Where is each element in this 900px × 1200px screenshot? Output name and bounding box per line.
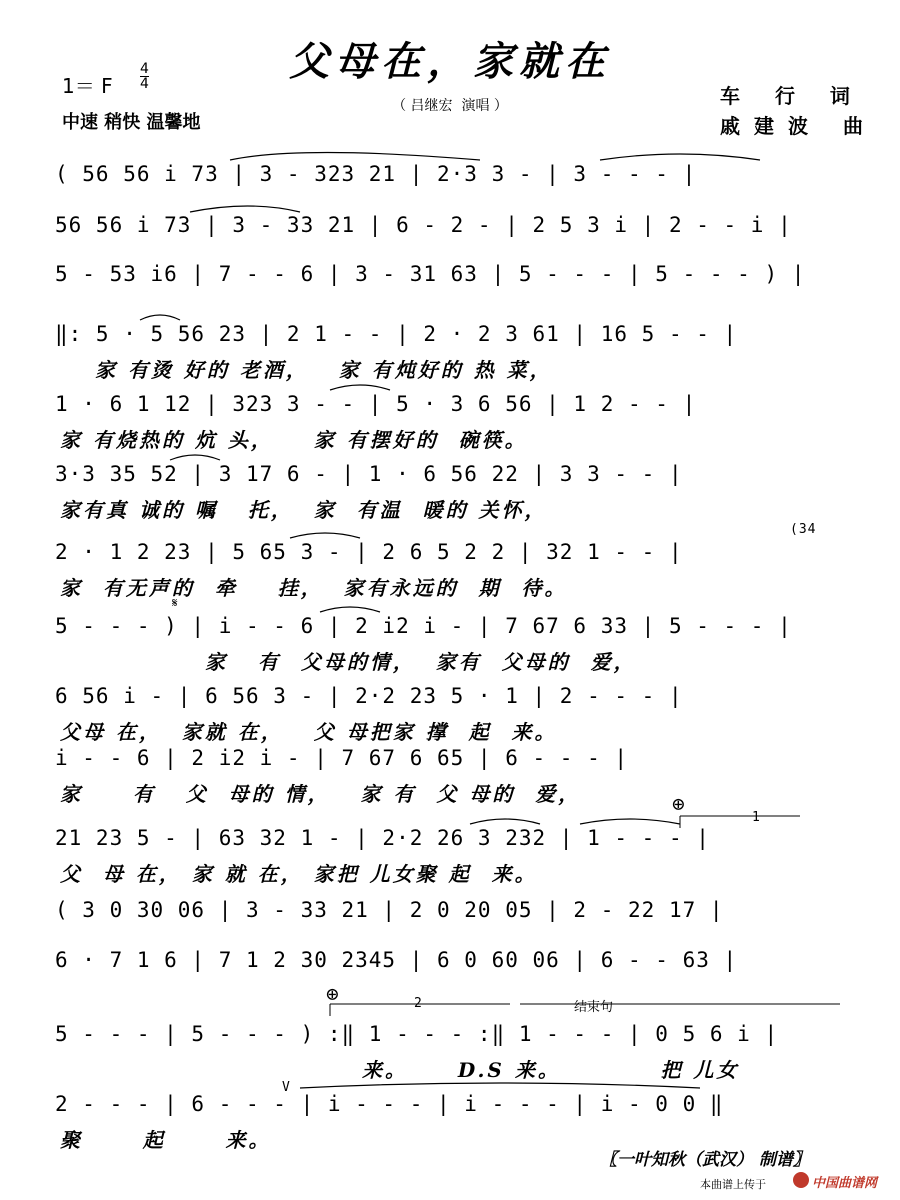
- singer-credit: （ 吕继宏 演唱 ）: [392, 98, 508, 114]
- slur-mark: [470, 819, 540, 824]
- slur-mark: [300, 1083, 700, 1088]
- score-line-1: ( 56 56 i 73 | 3 - 323 21 | 2·3 3 - | 3 - - - |: [55, 162, 697, 186]
- key-signature: 1＝ F: [62, 74, 113, 98]
- site-logo-icon: [793, 1172, 809, 1188]
- slur-mark: [140, 315, 180, 320]
- lyric-line-1: 家 有烫 好的 老酒， 家 有炖好的 热 菜，: [95, 358, 553, 382]
- lyric-line-7: 家 有 父 母的 情， 家 有 父 母的 爱，: [60, 782, 582, 806]
- score-line-6: 3·3 35 52 | 3 17 6 - | 1 · 6 56 22 | 3 3 - - |: [55, 462, 683, 486]
- lyric-line-2: 家 有烧热的 炕 头， 家 有摆好的 碗筷。: [60, 428, 528, 452]
- slur-mark: [580, 819, 680, 824]
- ending-label: 结束句: [574, 1000, 614, 1015]
- lyricist-credit: 车 行 词: [720, 84, 864, 108]
- lyric-line-5: 家 有 父母的情， 家有 父母的 爱，: [205, 650, 637, 674]
- lyric-line-4: 家 有无声的 牵 挂， 家有永远的 期 待。: [60, 576, 568, 600]
- score-line-13: 6 · 7 1 6 | 7 1 2 30 2345 | 6 0 60 06 | 6 - - 63 |: [55, 948, 738, 972]
- slur-mark: [600, 154, 760, 160]
- score-line-4: ‖: 5 · 5 56 23 | 2 1 - - | 2 · 2 3 61 | 16 5 - - |: [55, 322, 738, 346]
- score-line-2: 56 56 i 73 | 3 - 33 21 | 6 - 2 - | 2 5 3 i | 2 - - i |: [55, 213, 792, 237]
- time-top: 4: [140, 61, 149, 77]
- tempo-marking: 中速 稍快 温馨地: [62, 112, 201, 133]
- coda-sign-1: ⊕: [672, 792, 686, 816]
- composer-credit: 戚建波 曲: [720, 114, 877, 138]
- slur-mark: [170, 455, 220, 460]
- score-line-15: 2 - - - | 6 - - - | i - - - | i - - - | i - 0 0 ‖: [55, 1092, 724, 1116]
- slur-mark: [290, 533, 360, 538]
- score-line-8: 5 - - - ) | i - - 6 | 2 i2 i - | 7 67 6 33 | 5 - - - |: [55, 614, 792, 638]
- song-title: 父母在，家就在: [289, 38, 611, 85]
- score-line-11: 21 23 5 - | 63 32 1 - | 2·2 26 3 232 | 1 - - - |: [55, 826, 710, 850]
- breath-mark: V: [282, 1080, 291, 1095]
- slur-mark: [230, 153, 480, 161]
- score-line-3: 5 - 53 i6 | 7 - - 6 | 3 - 31 63 | 5 - - - | 5 - - - ) |: [55, 262, 806, 286]
- coda-sign-2: ⊕: [326, 982, 340, 1006]
- volta-2-label: 2: [414, 996, 423, 1011]
- volta-1-label: 1: [752, 810, 761, 825]
- site-name[interactable]: 中国曲谱网: [812, 1176, 878, 1191]
- slur-mark: [330, 385, 390, 390]
- score-line-10: i - - 6 | 2 i2 i - | 7 67 6 65 | 6 - - - |: [55, 746, 629, 770]
- lyric-line-6: 父母 在， 家就 在， 父 母把家 撑 起 来。: [60, 720, 558, 744]
- lyric-line-3: 家有真 诚的 嘱 托， 家 有温 暖的 关怀，: [60, 498, 548, 522]
- lyric-line-8: 父 母 在， 家 就 在， 家把 儿女聚 起 来。: [60, 862, 538, 886]
- slur-mark: [320, 607, 380, 612]
- time-bottom: 4: [140, 76, 149, 92]
- score-line-14: 5 - - - | 5 - - - ) :‖ 1 - - - :‖ 1 - - - | 0 5 6 i |: [55, 1022, 779, 1046]
- upload-note: 本曲谱上传于: [700, 1178, 766, 1191]
- score-line-12: ( 3 0 30 06 | 3 - 33 21 | 2 0 20 05 | 2 - 22 17 |: [55, 898, 724, 922]
- pickup-notes: (34: [790, 522, 817, 537]
- slur-mark: [190, 206, 300, 212]
- score-line-9: 6 56 i - | 6 56 3 - | 2·2 23 5 · 1 | 2 - - - |: [55, 684, 683, 708]
- score-line-7: 2 · 1 2 23 | 5 65 3 - | 2 6 5 2 2 | 32 1 - - |: [55, 540, 683, 564]
- lyric-line-9: 来。 D.S 来。 把 儿女: [362, 1058, 740, 1082]
- segno-sign: 𝄋: [172, 596, 179, 611]
- score-line-5: 1 · 6 1 12 | 323 3 - - | 5 · 3 6 56 | 1 2 - - |: [55, 392, 697, 416]
- transcriber-credit: 〖一叶知秋（武汉） 制谱〗: [600, 1150, 810, 1170]
- lyric-line-10: 聚 起 来。: [60, 1128, 272, 1152]
